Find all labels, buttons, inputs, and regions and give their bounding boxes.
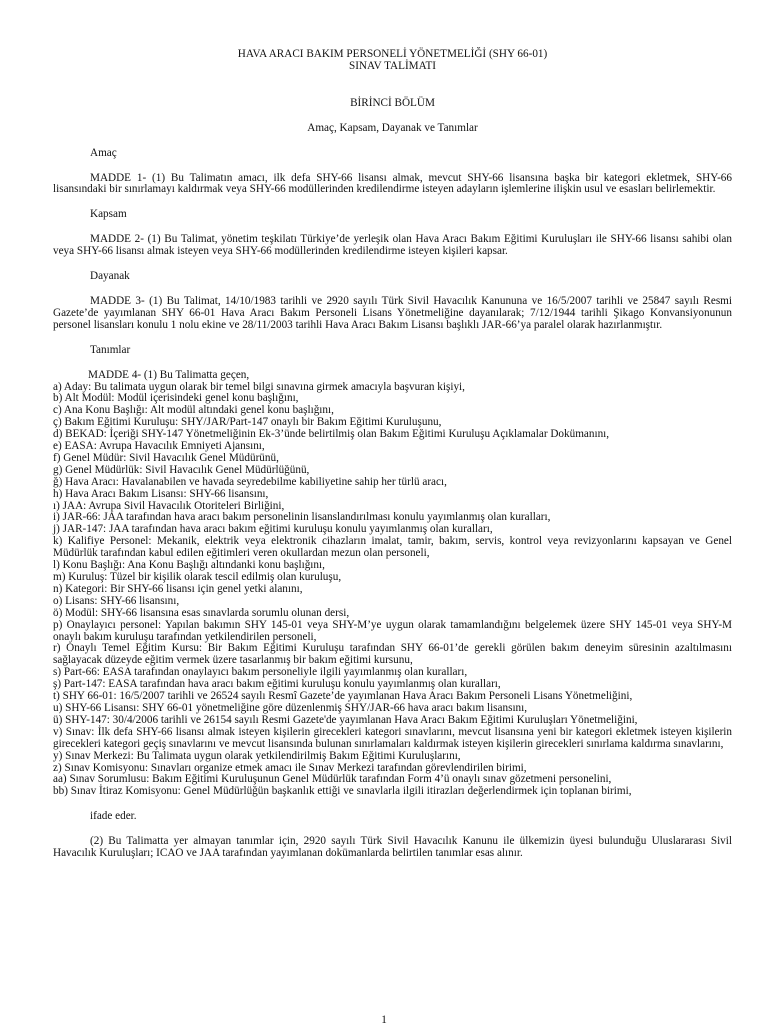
- definition-item: g) Genel Müdürlük: Sivil Havacılık Genel Müdürlüğünü,: [53, 463, 310, 476]
- definition-item: k) Kalifiye Personel: Mekanik, elektrik veya elektronik cihazların imalat, tamir, bakım, servis, kontrol veya revizyonlarını kapsayan ve Genel Müdürlük tarafından kabul edilen eğitimleri veren okullardan mezun olan personeli,: [53, 535, 732, 560]
- page-number: 1: [381, 1014, 387, 1026]
- definition-item: bb) Sınav İtiraz Komisyonu: Genel Müdürlüğün başkanlık ettiği ve sınavlarla ilgili itirazları değerlendirmek için toplanan birimi,: [53, 785, 632, 798]
- definition-item: aa) Sınav Sorumlusu: Bakım Eğitimi Kuruluşunun Genel Müdürlük tarafından Form 4’ü onaylı sınav gözetmeni personelini,: [53, 773, 612, 786]
- definition-item: ş) Part-147: EASA tarafından hava aracı bakım eğitimi kuruluşu konulu yayımlanmış olan kuralları,: [53, 678, 501, 691]
- definition-item: e) EASA: Avrupa Havacılık Emniyeti Ajansını,: [53, 440, 265, 453]
- article-1: MADDE 1- (1) Bu Talimatın amacı, ilk defa SHY-66 lisansı almak, mevcut SHY-66 lisansına başka bir kategori ekletmek, SHY-66 lisansındaki bir sınırlamayı kaldırmak veya SHY-66 modüllerinden kredilendirme isteyen adayların işlemlerine ilişkin usul ve esasları belirlemektir.: [53, 171, 732, 196]
- definition-item: j) JAR-147: JAA tarafından hava aracı bakım eğitimi kuruluşu konulu yayımlanmış olan kuralları,: [53, 523, 493, 536]
- definition-item: ç) Bakım Eğitimi Kuruluşu: SHY/JAR/Part-147 onaylı bir Bakım Eğitimi Kuruluşunu,: [53, 416, 442, 429]
- definition-item: ğ) Hava Aracı: Havalanabilen ve havada seyredebilme kabiliyetine sahip her türlü aracı,: [53, 475, 447, 488]
- definition-item: d) BEKAD: İçeriği SHY-147 Yönetmeliğinin Ek-3’ünde belirtilmiş olan Bakım Eğitimi Kuruluşu Açıklamalar Dokümanını,: [53, 428, 610, 441]
- definition-item: h) Hava Aracı Bakım Lisansı: SHY-66 lisansını,: [53, 487, 269, 500]
- section-heading-amac: Amaç: [90, 146, 117, 159]
- article-4-paragraph-2: (2) Bu Talimatta yer almayan tanımlar için, 2920 sayılı Türk Sivil Havacılık Kanunu ile ülkemizin üyesi bulunduğu Uluslararası Sivil Havacılık Kuruluşları; ICAO ve JAA tarafından yayımlanan dokümanlarda belirtilen tanımlar esas alınır.: [53, 835, 732, 860]
- definition-item: u) SHY-66 Lisansı: SHY 66-01 yönetmeliğine göre düzenlenmiş SHY/JAR-66 hava aracı bakım lisansını,: [53, 701, 528, 714]
- document-title: HAVA ARACI BAKIM PERSONELİ YÖNETMELİĞİ (SHY 66-01): [237, 48, 548, 60]
- definition-item: c) Ana Konu Başlığı: Alt modül altındaki genel konu başlığını,: [53, 404, 334, 417]
- definition-item: v) Sınav: İlk defa SHY-66 lisansı almak isteyen kişilerin girecekleri kategori sınavlarını, mevcut lisansına yeni bir kategori ekletmek isteyen kişilerin girecekleri kategori geçiş sınavlarını ve mevcut lisansında bulunan sınırlamaları kaldırmak isteyen kişilerin girecekleri sınırlama kaldırma sınavlarını,: [53, 725, 732, 750]
- definition-item: m) Kuruluş: Tüzel bir kişilik olarak tescil edilmiş olan kuruluşu,: [53, 571, 342, 583]
- definition-item: ı) JAA: Avrupa Sivil Havacılık Otoriteleri Birliğini,: [53, 499, 285, 512]
- definition-item: p) Onaylayıcı personel: Yapılan bakımın SHY 145-01 veya SHY-M’ye uygun olarak tamamlandığını belgelemek üzere SHY 145-01 veya SHY-M onaylı bakım kuruluşu tarafından yetkilendirilen personeli,: [53, 618, 732, 643]
- definition-item: t) SHY 66-01: 16/5/2007 tarihli ve 26524 sayılı Resmî Gazete’de yayımlanan Hava Aracı Bakım Personeli Lisans Yönetmeliğini,: [53, 690, 633, 703]
- document-subtitle: SINAV TALİMATI: [348, 59, 437, 72]
- definition-item: n) Kategori: Bir SHY-66 lisansı için genel yetki alanını,: [53, 582, 303, 595]
- definition-item: f) Genel Müdür: Sivil Havacılık Genel Müdürünü,: [53, 451, 279, 464]
- chapter-title: Amaç, Kapsam, Dayanak ve Tanımlar: [307, 121, 478, 134]
- article-3: MADDE 3- (1) Bu Talimat, 14/10/1983 tarihli ve 2920 sayılı Türk Sivil Havacılık Kanununa ve 16/5/2007 tarihli ve 25847 sayılı Resmi Gazete’de yayımlanan SHY 66-01 Hava Aracı Bakım Personeli Lisans Yönetmeliğine dayanılarak; 7/12/1944 tarihli Şikago Konvansiyonunun personel lisansları konulu 1 nolu ekine ve 28/11/2003 tarihli Hava Aracı Bakım Lisansı başlıklı JAR-66’ya paralel olarak hazırlanmıştır.: [53, 294, 732, 331]
- chapter-heading: BİRİNCİ BÖLÜM: [350, 96, 435, 109]
- definition-item: o) Lisans: SHY-66 lisansını,: [53, 594, 180, 607]
- definition-item: a) Aday: Bu talimata uygun olarak bir temel bilgi sınavına girmek amacıyla başvuran kişiyi,: [53, 380, 465, 393]
- definition-item: r) Onaylı Temel Eğitim Kursu: Bir Bakım Eğitimi Kuruluşu tarafından SHY 66-01’de gerekli görülen bakım deneyim süresinin azaltılmasını sağlayacak düzeyde eğitim vermek üzere tasarlanmış bir bakım eğitimi kursunu,: [53, 642, 732, 667]
- definition-item: ö) Modül: SHY-66 lisansına esas sınavlarda sorumlu olunan dersi,: [53, 606, 350, 619]
- definition-item: y) Sınav Merkezi: Bu Talimata uygun olarak yetkilendirilmiş Bakım Eğitimi Kuruluşlarını,: [53, 749, 461, 762]
- section-heading-dayanak: Dayanak: [90, 270, 130, 283]
- section-heading-tanimlar: Tanımlar: [90, 343, 131, 356]
- definition-item: z) Sınav Komisyonu: Sınavları organize etmek amacı ile Sınav Merkezi tarafından görevlendirilen birimi,: [53, 761, 527, 774]
- definition-item: ü) SHY-147: 30/4/2006 tarihli ve 26154 sayılı Resmi Gazete'de yayımlanan Hava Aracı Bakım Eğitimi Kuruluşları Yönetmeliğini,: [53, 713, 638, 726]
- definitions-closing: ifade eder.: [90, 810, 137, 823]
- document-content: [53, 49, 732, 860]
- definition-item: s) Part-66: EASA tarafından onaylayıcı bakım personeliyle ilgili yayımlanmış olan kuralları,: [53, 666, 468, 679]
- definition-item: i) JAR-66: JAA tarafından hava aracı bakım personelinin lisanslandırılması konulu yayımlanmış olan kuralları,: [53, 511, 551, 524]
- article-2: MADDE 2- (1) Bu Talimat, yönetim teşkilatı Türkiye’de yerleşik olan Hava Aracı Bakım Eğitimi Kuruluşları ile SHY-66 lisansı sahibi olan veya SHY-66 lisansı almak isteyen veya SHY-66 modüllerinden kredilendirme isteyen kişileri kapsar.: [53, 233, 732, 258]
- definition-item: l) Konu Başlığı: Ana Konu Başlığı altındanki konu başlığını,: [53, 559, 325, 572]
- article-4-intro: MADDE 4- (1) Bu Talimatta geçen,: [88, 368, 250, 381]
- definitions-list: [53, 382, 732, 799]
- section-heading-kapsam: Kapsam: [90, 208, 127, 221]
- definition-item: b) Alt Modül: Modül içerisindeki genel konu başlığını,: [53, 392, 299, 405]
